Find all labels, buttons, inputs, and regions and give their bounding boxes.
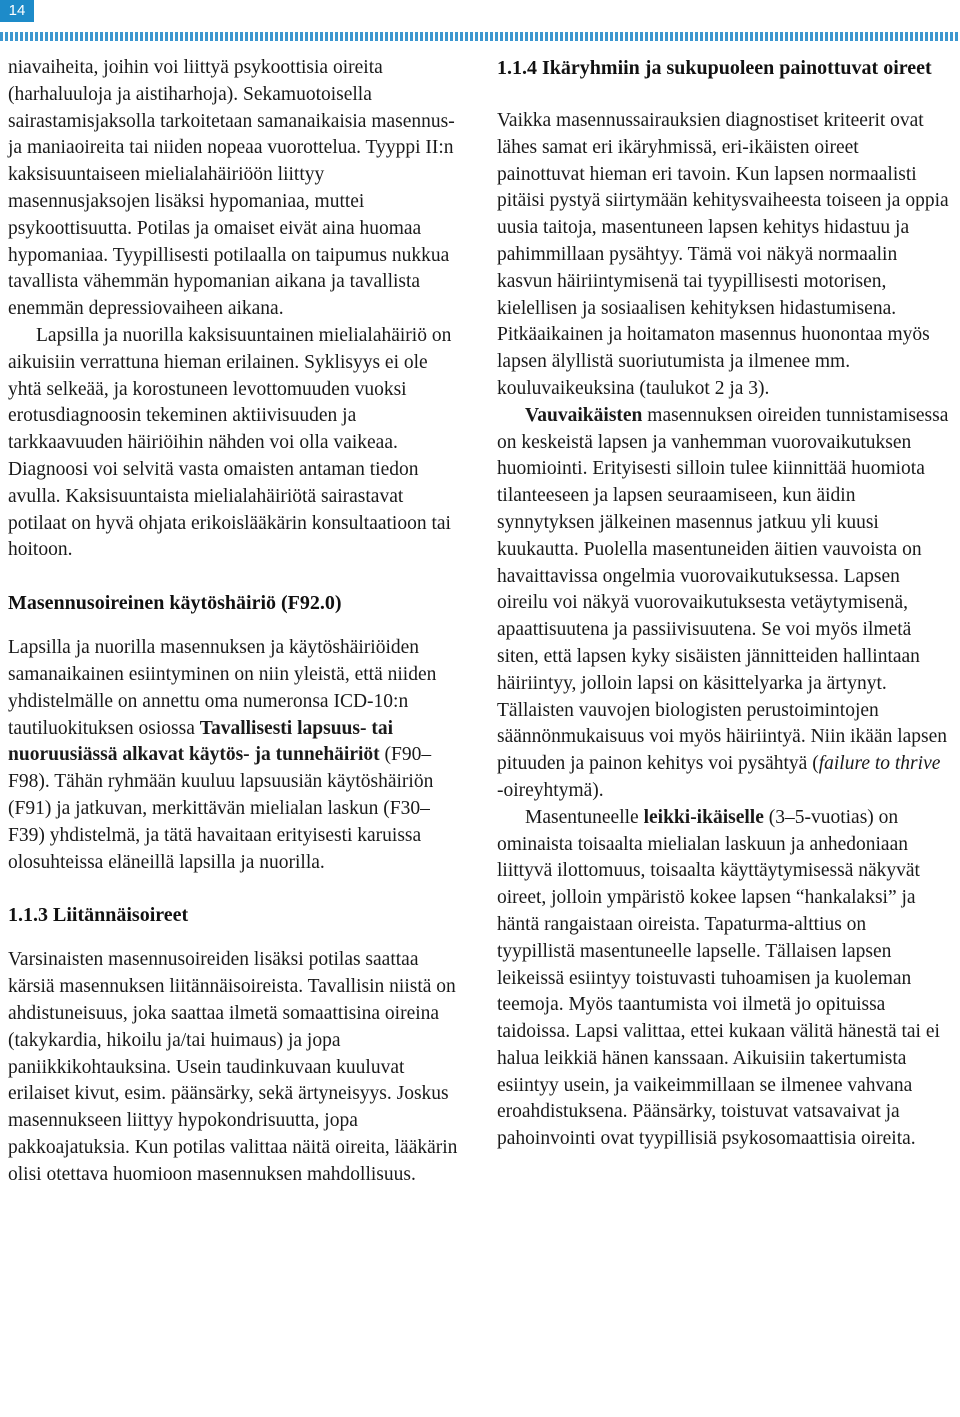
bold-term: Tavallisesti lapsuus- tai nuoruusiässä alkavat käytös- ja tunnehäiriöt (8, 717, 393, 766)
right-column (497, 55, 949, 1153)
paragraph: Lapsilla ja nuorilla masennuksen ja käytöshäiriöiden samanaikainen esiintyminen on niin yleistä, että niiden yhdistelmälle on annettu oma numeronsa ICD-10:n tautiluokituksen osiossa Tavallisesti lapsuus- tai nuoruusiässä alkavat käytös- ja tunnehäiriöt (F90–F98). Tähän ryhmään kuuluu lapsuusiän käytöshäiriön (F91) ja jatkuvan, merkittävän mielialan laskun (F30–F39) yhdistelmä, ja tätä havaitaan erityisesti karuissa olosuhteissa eläneillä lapsilla ja nuorilla. (8, 637, 437, 873)
paragraph: Masentuneelle leikki-ikäiselle (3–5-vuotias) on ominaista toisaalta mielialan laskuun ja anhedoniaan liittyvä ilottomuus, toisaalta käyttäytymisessä näkyvät oireet, jolloin ympäristö kokee lapsen “hankalaksi” ja häntä rangaistaan oireista. Tapaturma-alttius on tyypillistä masentuneelle lapselle. Tällaisen lapsen leikeissä esiintyy toistuvasti tuhoamisen ja kuoleman teemoja. Myös taantumista voi ilmetä jo opituissa taidoissa. Lapsi valittaa, ettei kukaan välitä hänestä tai ei halua leikkiä hänen kanssaan. Aikuisiin takertumista esiintyy usein, ja vaikeimmillaan se ilmenee vahvana eroahdistuksena. Päänsärky, toistuvat vatsavaivat ja pahoinvointi ovat tyypillisiä psykosomaattisia oireita. (497, 806, 940, 1150)
paragraph: Varsinaisten masennusoireiden lisäksi potilas saattaa kärsiä masennuksen liitännäisoireista. Tavallisin niistä on ahdistuneisuus, joka saattaa ilmetä somaattisina oireina (takykardia, hikoilu ja/tai huimaus) ja jopa paniikkikohtauksina. Usein taudinkuvaan kuuluvat erilaiset kivut, esim. päänsärky, sekä ärtyneisyys. Joskus masennukseen liittyy hypokondrisuutta, jopa pakkoajatuksia. Kun potilas valittaa näitä oireita, lääkärin olisi otettava huomioon masennuksen mahdollisuus. (8, 949, 458, 1185)
bold-term: leikki-ikäiselle (643, 806, 764, 828)
paragraph: Lapsilla ja nuorilla kaksisuuntainen mielialahäiriö on aikuisiin verrattuna hieman erilainen. Syklisyys ei ole yhtä selkeää, ja korostuneen levottomuuden vuoksi erotusdiagnoosin tekeminen aktiivisuuden ja tarkkaavuuden häiriöihin nähden voi olla vaikeaa. Diagnoosi voi selvitä vasta omaisten antaman tiedon avulla. Kaksisuuntaista mielialahäiriötä sairastavat potilaat on hyvä ohjata erikoislääkärin konsultaatioon tai hoitoon. (8, 324, 452, 561)
header-rule (0, 32, 960, 41)
paragraph: niavaiheita, joihin voi liittyä psykoottisia oireita (harhaluuloja ja aistiharhoja). Sekamuotoisella sairastamisjaksolla tarkoitetaan samanaikaisia masennus- ja maniaoireita tai niiden nopeaa vuorottelua. Tyyppi II:n kaksisuuntaiseen mielialahäiriöön liittyy masennusjaksojen lisäksi hypomaniaa, muttei psykoottisuutta. Potilas ja omaiset eivät aina huomaa hypomaniaa. Tyypillisesti potilaalla on taipumus nukkua tavallista vähemmän hypomanian aikana ja tavallista enemmän depressiovaiheen aikana. (8, 57, 455, 320)
page-number: 14 (0, 0, 34, 22)
section-heading: Masennusoireinen käytöshäiriö (F92.0) (8, 592, 342, 615)
left-column (8, 55, 460, 1188)
paragraph: Vauvaikäisten masennuksen oireiden tunnistamisessa on keskeistä lapsen ja vanhemman vuorovaikutuksen huomiointi. Erityisesti silloin tulee kiinnittää huomiota tilanteeseen ja lapsen seuraamiseen, kun äidin synnytyksen jälkeinen masennus jatkuu yli kuusi kuukautta. Puolella masentuneiden äitien vauvoista on havaittavissa ongelmia vuorovaikutuksessa. Lapsen oireilu voi näkyä vuorovaikutuksesta vetäytymisenä, apaattisuutena ja passiivisuutena. Se voi myös ilmetä siten, että lapsen kyky sisäisten jännitteiden hallintaan häiriintyy, jolloin lapsi on käsittelyarka ja ärtynyt. Tällaisten vauvojen biologisten perustoimintojen säännönmukaisuus voi myös häiriintyä. Niin ikään lapsen pituuden ja painon kehitys voi pysähtyä (failure to thrive -oireyhtymä). (497, 404, 949, 801)
section-heading: 1.1.3 Liitännäisoireet (8, 904, 189, 927)
paragraph: Vaikka masennussairauksien diagnostiset kriteerit ovat lähes samat eri ikäryhmissä, eri-ikäisten oireet painottuvat hieman eri tavoin. Kun lapsen normaalisti pitäisi pystyä siirtymään kehitysvaiheesta toiseen ja oppia uusia taitoja, masentuneen lapsen kehitys hidastuu ja pahimmillaan pysähtyy. Tämä voi näkyä normaalin kasvun häiriintymisenä tai tyypillisesti motorisen, kielellisen ja sosiaalisen kehityksen hidastumisena. Pitkäaikainen ja hoitamaton masennus huonontaa myös lapsen älyllistä suoriutumista ja ilmenee mm. kouluvaikeuksina (taulukot 2 ja 3). (497, 110, 949, 399)
bold-term: Vauvaikäisten (525, 404, 643, 426)
section-heading: 1.1.4 Ikäryhmiin ja sukupuoleen painottuvat oireet (497, 57, 932, 79)
italic-term: failure to thrive (818, 753, 941, 775)
